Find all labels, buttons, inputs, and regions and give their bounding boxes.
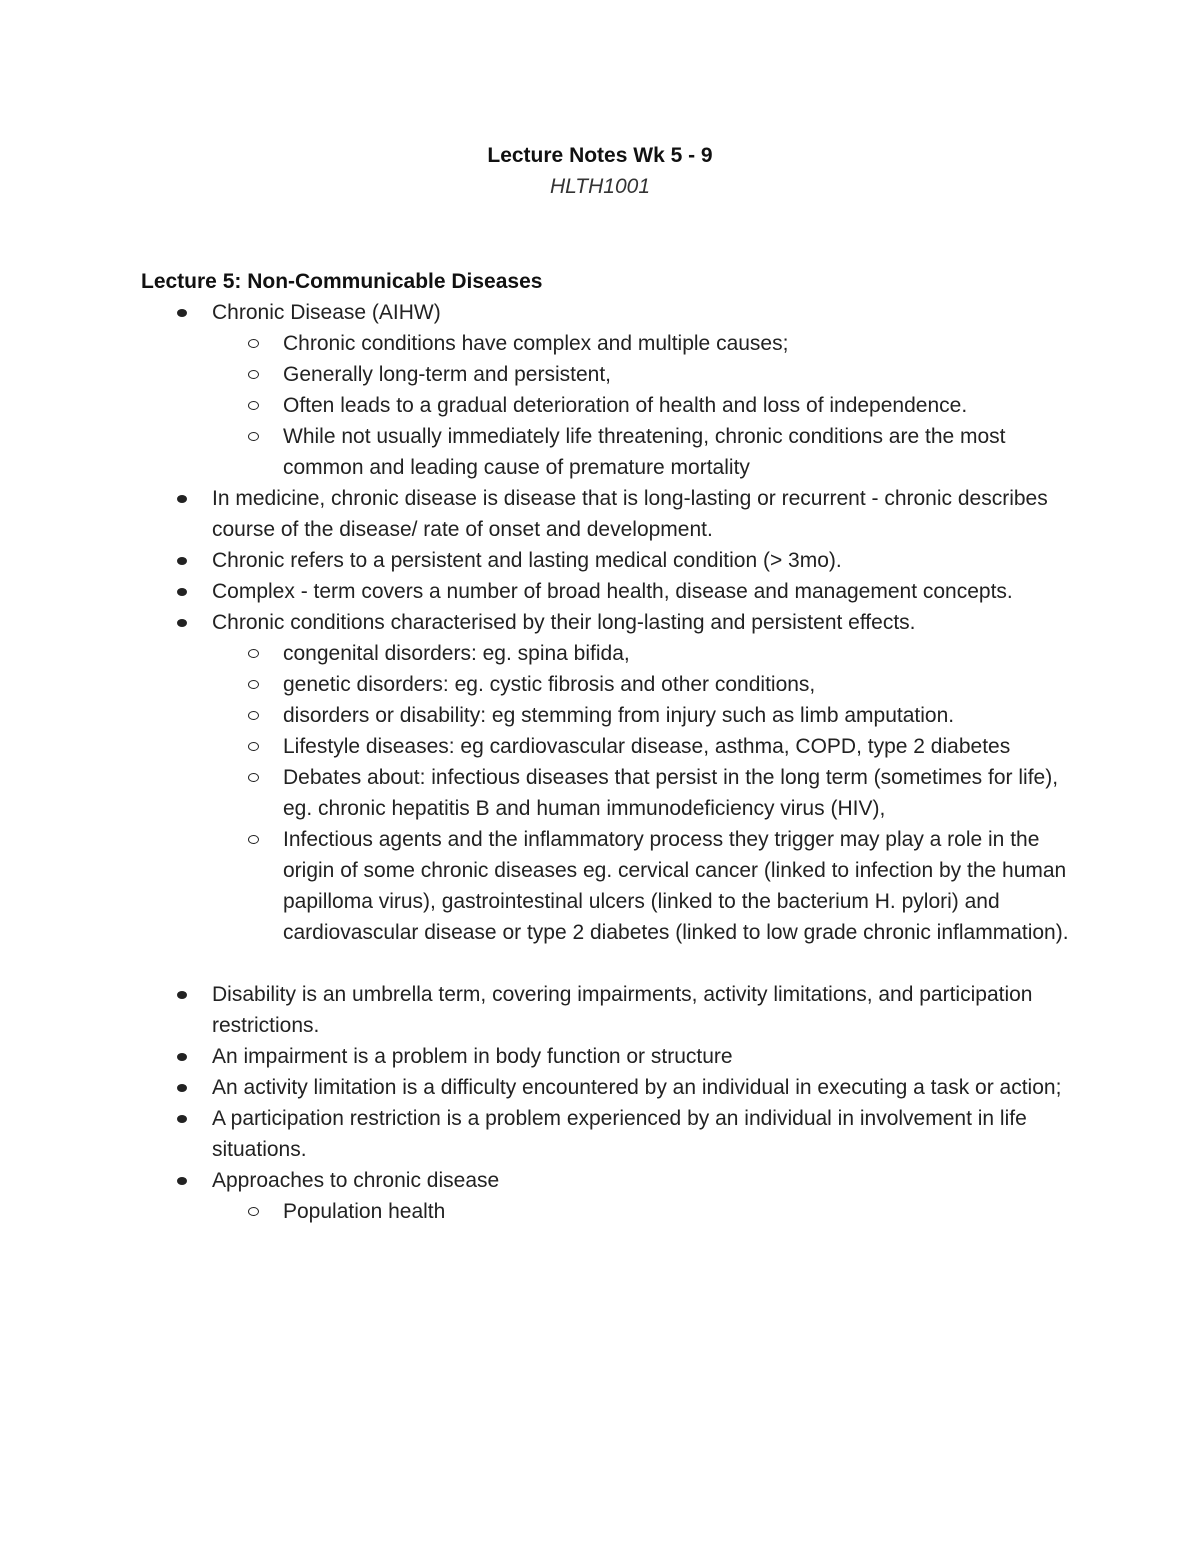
hollow-bullet-icon bbox=[248, 835, 259, 844]
filled-bullet-icon bbox=[177, 1084, 187, 1092]
list-item-text: An activity limitation is a difficulty encountered by an individual in executing a task or action; bbox=[212, 1076, 1062, 1099]
filled-bullet-icon bbox=[177, 588, 187, 596]
sub-list-item bbox=[212, 669, 1081, 700]
list-item bbox=[141, 607, 1081, 979]
hollow-bullet-icon bbox=[248, 773, 259, 782]
filled-bullet-icon bbox=[177, 619, 187, 627]
list-item bbox=[141, 979, 1081, 1041]
document-title: Lecture Notes Wk 5 - 9 bbox=[487, 144, 713, 167]
filled-bullet-icon bbox=[177, 1053, 187, 1061]
sub-list bbox=[212, 1196, 1081, 1227]
list-item-text: Disability is an umbrella term, covering impairments, activity limitations, and participation restrictions. bbox=[212, 983, 1033, 1037]
sub-list-item bbox=[212, 638, 1081, 669]
sub-list-item bbox=[212, 359, 1081, 390]
filled-bullet-icon bbox=[177, 309, 187, 317]
sub-list-item-text: disorders or disability: eg stemming from injury such as limb amputation. bbox=[283, 704, 955, 727]
sub-list-item-text: Infectious agents and the inflammatory process they trigger may play a role in the origin of some chronic diseases eg. cervical cancer (linked to infection by the human papilloma virus), gastrointestinal ulcers (linked to the bacterium H. pylori) and cardiovascular disease or type 2 diabetes (linked to low grade chronic inflammation). bbox=[283, 828, 1069, 944]
sub-list-item bbox=[212, 762, 1081, 824]
section-heading: Lecture 5: Non-Communicable Diseases bbox=[141, 270, 543, 293]
sub-list-item bbox=[212, 390, 1081, 421]
list-item-text: Chronic refers to a persistent and lasting medical condition (> 3mo). bbox=[212, 549, 842, 572]
list-item bbox=[141, 1072, 1081, 1103]
hollow-bullet-icon bbox=[248, 711, 259, 720]
filled-bullet-icon bbox=[177, 1115, 187, 1123]
list-item-text: Complex - term covers a number of broad health, disease and management concepts. bbox=[212, 580, 1013, 603]
hollow-bullet-icon bbox=[248, 370, 259, 379]
hollow-bullet-icon bbox=[248, 1207, 259, 1216]
hollow-bullet-icon bbox=[248, 649, 259, 658]
list-item-text: In medicine, chronic disease is disease that is long-lasting or recurrent - chronic describes course of the disease/ rate of onset and development. bbox=[212, 487, 1048, 541]
list-item-text: A participation restriction is a problem experienced by an individual in involvement in life situations. bbox=[212, 1107, 1027, 1161]
sub-list-item-text: Generally long-term and persistent, bbox=[283, 363, 611, 386]
lecture-section bbox=[141, 266, 1081, 1227]
sub-list-item-text: Population health bbox=[283, 1200, 446, 1223]
list-item bbox=[141, 1165, 1081, 1227]
sub-list-item bbox=[212, 731, 1081, 762]
sub-list-item-text: Often leads to a gradual deterioration of health and loss of independence. bbox=[283, 394, 968, 417]
list-item bbox=[141, 297, 1081, 483]
hollow-bullet-icon bbox=[248, 339, 259, 348]
document-subtitle: HLTH1001 bbox=[550, 175, 650, 198]
sub-list-item-text: genetic disorders: eg. cystic fibrosis and other conditions, bbox=[283, 673, 816, 696]
list-item bbox=[141, 545, 1081, 576]
list-item-text: Approaches to chronic disease bbox=[212, 1169, 500, 1192]
filled-bullet-icon bbox=[177, 1177, 187, 1185]
sub-list-item-text: While not usually immediately life threatening, chronic conditions are the most common and leading cause of premature mortality bbox=[283, 425, 1006, 479]
sub-list-item-text: Chronic conditions have complex and multiple causes; bbox=[283, 332, 789, 355]
bullet-list bbox=[141, 297, 1081, 1227]
list-item-text: An impairment is a problem in body function or structure bbox=[212, 1045, 733, 1068]
filled-bullet-icon bbox=[177, 557, 187, 565]
list-item bbox=[141, 576, 1081, 607]
sub-list-item-text: Debates about: infectious diseases that persist in the long term (sometimes for life), eg. chronic hepatitis B and human immunodeficiency virus (HIV), bbox=[283, 766, 1059, 820]
list-item bbox=[141, 1041, 1081, 1072]
hollow-bullet-icon bbox=[248, 432, 259, 441]
sub-list-item-text: congenital disorders: eg. spina bifida, bbox=[283, 642, 630, 665]
sub-list bbox=[212, 328, 1081, 483]
hollow-bullet-icon bbox=[248, 401, 259, 410]
hollow-bullet-icon bbox=[248, 742, 259, 751]
sub-list-item bbox=[212, 824, 1081, 948]
sub-list-item bbox=[212, 1196, 1081, 1227]
filled-bullet-icon bbox=[177, 495, 187, 503]
sub-list-item bbox=[212, 700, 1081, 731]
list-item bbox=[141, 483, 1081, 545]
sub-list-item bbox=[212, 421, 1081, 483]
list-item bbox=[141, 1103, 1081, 1165]
sub-list bbox=[212, 638, 1081, 948]
list-item-text: Chronic conditions characterised by their long-lasting and persistent effects. bbox=[212, 611, 916, 634]
hollow-bullet-icon bbox=[248, 680, 259, 689]
sub-list-item-text: Lifestyle diseases: eg cardiovascular disease, asthma, COPD, type 2 diabetes bbox=[283, 735, 1011, 758]
list-item-text: Chronic Disease (AIHW) bbox=[212, 301, 441, 324]
paragraph-spacer bbox=[212, 948, 1081, 979]
filled-bullet-icon bbox=[177, 991, 187, 999]
sub-list-item bbox=[212, 328, 1081, 359]
